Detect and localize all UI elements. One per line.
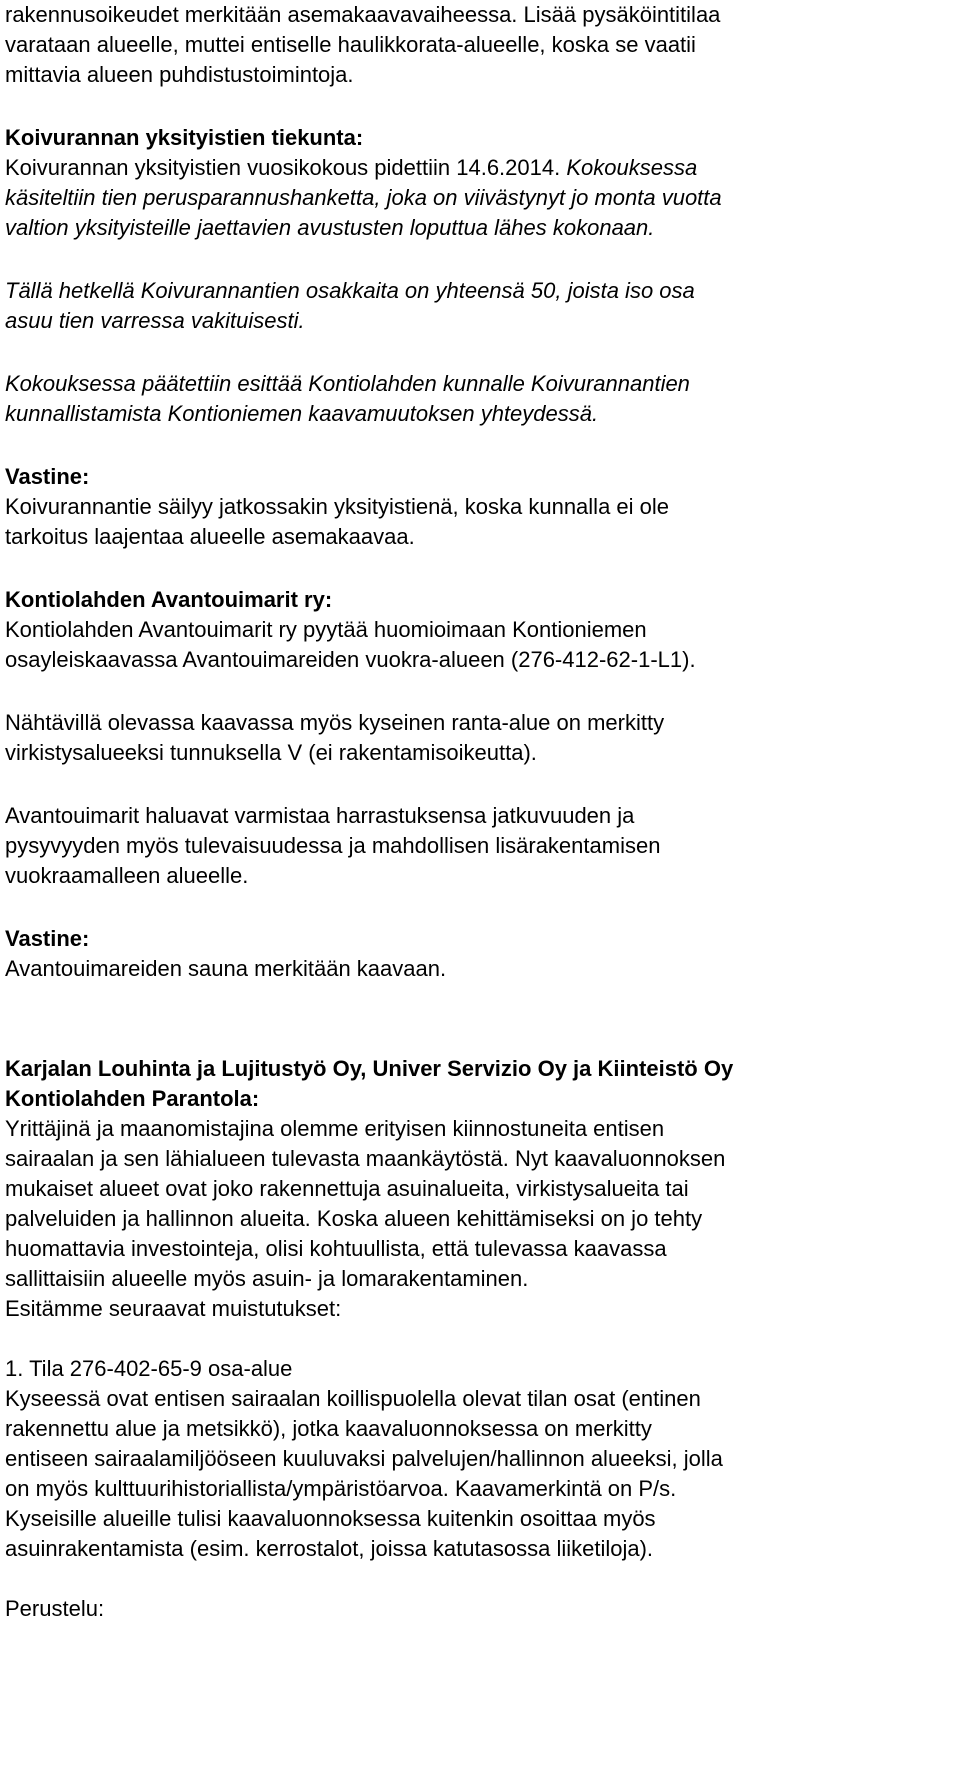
text-line: rakennettu alue ja metsikkö), jotka kaavaluonnoksessa on merkitty [5,1416,652,1441]
section-heading: Kontiolahden Parantola: [5,1086,260,1111]
remark-item-1 [5,1354,955,1564]
text-line: Kokouksessa päätettiin esittää Kontiolahden kunnalle Koivurannantien [5,371,690,396]
text-line: sallittaisiin alueelle myös asuin- ja lomarakentaminen. [5,1266,529,1291]
avantouimarit-section [5,585,955,675]
koivurannan-response [5,462,955,552]
text-line: kunnallistamista Kontioniemen kaavamuutoksen yhteydessä. [5,401,599,426]
koivurannan-section [5,123,955,243]
text-line: Tällä hetkellä Koivurannantien osakkaita on yhteensä 50, joista iso osa [5,278,695,303]
text-line: asuinrakentamista (esim. kerrostalot, joissa katutasossa liiketiloja). [5,1536,654,1561]
text-line: tarkoitus laajentaa alueelle asemakaavaa. [5,524,415,549]
spacer [5,768,955,801]
shareholders-paragraph [5,276,955,336]
spacer [5,891,955,924]
text-line: osayleiskaavassa Avantouimareiden vuokra-alueen (276-412-62-1-L1). [5,647,696,672]
rationale-block [5,1594,955,1624]
document-page [5,0,955,1624]
section-heading: Koivurannan yksityistien tiekunta: [5,125,364,150]
text-line: virkistysalueeksi tunnuksella V (ei rakentamisoikeutta). [5,740,537,765]
text-line: huomattavia investointeja, olisi kohtuullista, että tulevassa kaavassa [5,1236,667,1261]
text-line: Nähtävillä olevassa kaavassa myös kyseinen ranta-alue on merkitty [5,710,665,735]
spacer [5,243,955,276]
text-line: Avantouimareiden sauna merkitään kaavaan. [5,956,447,981]
text-line: mittavia alueen puhdistustoimintoja. [5,62,354,87]
text-line: asuu tien varressa vakituisesti. [5,308,305,333]
text-line: Kyseessä ovat entisen sairaalan koillispuolella olevat tilan osat (entinen [5,1386,701,1411]
proposal-paragraph [5,369,955,429]
spacer [5,90,955,123]
text-line: Kontiolahden Avantouimarit ry pyytää huomioimaan Kontioniemen [5,617,647,642]
text-line: rakennusoikeudet merkitään asemakaavavaiheessa. Lisää pysäköintitilaa [5,2,721,27]
section-heading: Karjalan Louhinta ja Lujitustyö Oy, Univer Servizio Oy ja Kiinteistö Oy [5,1056,734,1081]
text-line: Avantouimarit haluavat varmistaa harrastuksensa jatkuvuuden ja [5,803,635,828]
response-heading: Vastine: [5,926,90,951]
remark-title: 1. Tila 276-402-65-9 osa-alue [5,1356,293,1381]
section-heading: Kontiolahden Avantouimarit ry: [5,587,333,612]
rationale-heading: Perustelu: [5,1596,105,1621]
continuity-paragraph [5,801,955,891]
response-heading: Vastine: [5,464,90,489]
spacer [5,336,955,369]
remarks-heading: Esitämme seuraavat muistutukset: [5,1296,342,1321]
spacer [5,429,955,462]
text-line: valtion yksityisteille jaettavien avustusten loputtua lähes kokonaan. [5,215,655,240]
text-line: mukaiset alueet ovat joko rakennettuja asuinalueita, virkistysalueita tai [5,1176,689,1201]
spacer [5,1324,955,1354]
text-line: käsiteltiin tien perusparannushanketta, joka on viivästynyt jo monta vuotta [5,185,722,210]
spacer [5,1564,955,1594]
text-line: on myös kulttuurihistoriallista/ympäristöarvoa. Kaavamerkintä on P/s. [5,1476,677,1501]
text-line: vuokraamalleen alueelle. [5,863,249,888]
avantouimarit-response [5,924,955,984]
text-line [5,153,955,183]
spacer [5,984,955,1054]
text-line: sairaalan ja sen lähialueen tulevasta maankäytöstä. Nyt kaavaluonnoksen [5,1146,726,1171]
plan-paragraph [5,708,955,768]
text-line: palveluiden ja hallinnon alueita. Koska alueen kehittämiseksi on jo tehty [5,1206,703,1231]
text-line: pysyvyyden myös tulevaisuudessa ja mahdollisen lisärakentamisen [5,833,661,858]
text-line: Kyseisille alueille tulisi kaavaluonnoksessa kuitenkin osoittaa myös [5,1506,656,1531]
spacer [5,675,955,708]
text-line: Yrittäjinä ja maanomistajina olemme erityisen kiinnostuneita entisen [5,1116,665,1141]
text-line: Koivurannantie säilyy jatkossakin yksityistienä, koska kunnalla ei ole [5,494,670,519]
meeting-sentence: Koivurannan yksityistien vuosikokous pidettiin 14.6.2014. [5,155,561,180]
text-line: entiseen sairaalamiljööseen kuuluvaksi palvelujen/hallinnon alueeksi, jolla [5,1446,723,1471]
intro-paragraph [5,0,955,90]
spacer [5,552,955,585]
karjalan-section [5,1054,955,1324]
meeting-sentence-italic: Kokouksessa [560,155,698,180]
text-line: varataan alueelle, muttei entiselle haulikkorata-alueelle, koska se vaatii [5,32,696,57]
